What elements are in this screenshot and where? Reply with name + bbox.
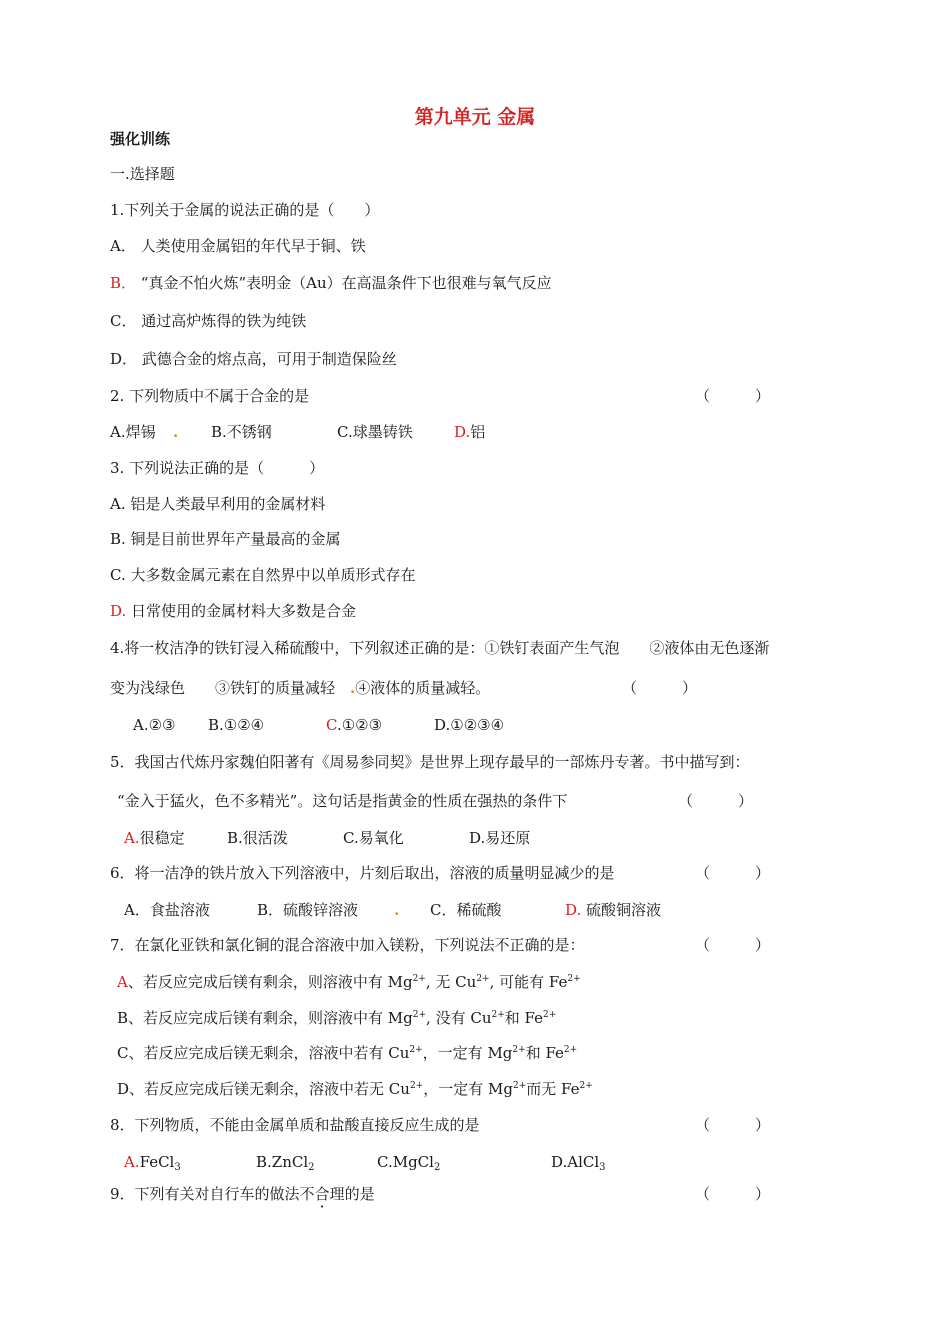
q7-answer-mark: A [117,973,128,991]
page-title: 第九单元 金属 [414,106,536,128]
q8-answer-mark: A. [124,1153,140,1171]
q3-option-c: C. 大多数金属元素在自然界中以单质形式存在 [110,566,416,584]
q9-emphasis: 不合理 [299,1185,345,1203]
q9-stem [110,1184,375,1204]
q6-option-d [565,900,661,920]
q6-stem: 6．将一洁净的铁片放入下列溶液中，片刻后取出，溶液的质量明显减少的是 [110,864,615,882]
q3-stem: 3. 下列说法正确的是（ ） [110,459,325,477]
q2-option-c: C.球墨铸铁 [337,423,413,441]
q7-option-a-text1: 、若反应完成后镁有剩余，则溶液中有 Mg [127,973,413,991]
q7-option-c-text1: C、若反应完成后镁无剩余，溶液中若有 Cu [117,1044,410,1062]
q1-option-a: A． 人类使用金属铝的年代早于铜、铁 [110,237,366,255]
q8-option-b-text: B.ZnCl [256,1153,309,1171]
q6-option-b: B．硫酸锌溶液 [257,901,359,919]
q5-stem-line1: 5．我国古代炼丹家魏伯阳著有《周易参同契》是世界上现存最早的一部炼丹专著。书中描写到： [110,753,750,771]
q2-option-d [454,422,485,442]
charge-superscript: 2+ [409,1081,424,1091]
q7-option-c [117,1043,577,1063]
q8-option-d [551,1152,606,1172]
q7-option-c-text3: 和 Fe [525,1044,564,1062]
q3-option-d-text: 日常使用的金属材料大多数是合金 [126,602,357,620]
q1-option-b-text: “真金不怕火炼”表明金（Au）在高温条件下也很难与氧气反应 [136,274,552,292]
q4-answer-blank: （ ） [622,679,698,697]
q7-answer-blank: （ ） [695,936,771,954]
section-heading: 强化训练 [110,130,171,148]
q7-stem: 7．在氯化亚铁和氯化铜的混合溶液中加入镁粉，下列说法不正确的是： [110,936,585,954]
q7-option-b [117,1008,556,1028]
charge-superscript: 2+ [476,974,490,984]
q8-option-a [124,1152,181,1172]
charge-superscript: 2+ [412,1010,427,1020]
q3-answer-mark: D. [110,602,127,620]
q6-dot-mark: . [394,901,400,919]
q8-answer-blank: （ ） [695,1116,771,1134]
q2-dot-mark: . [173,423,179,441]
q5-option-a-text: 很稳定 [139,829,185,847]
q2-option-a: A.焊锡 [110,423,156,441]
q1-stem: 1.下列关于金属的说法正确的是（ ） [110,201,380,219]
q7-option-a-text3: , 可能有 Fe [489,973,568,991]
q1-answer-mark: B． [110,274,137,292]
q4-option-b: B.①②④ [208,716,265,734]
q4-answer-mark: C [326,716,337,734]
q4-stem-line2-a: 变为浅绿色 ③铁钉的质量减轻 [110,679,351,697]
q2-stem: 2. 下列物质中不属于合金的是 [110,387,310,405]
charge-superscript: 2+ [567,974,581,984]
q5-option-b: B.很活泼 [227,829,288,847]
subscript: 3 [174,1162,181,1173]
q7-option-a [117,972,581,992]
q2-option-d-text: 铝 [470,423,486,441]
q9-stem-b: 的是 [344,1185,375,1203]
q4-dot-mark: . [350,679,356,697]
q8-option-c-text: C.MgCl [377,1153,434,1171]
q5-option-a [124,828,185,848]
q8-option-d-text: D.AlCl [551,1153,600,1171]
charge-superscript: 2+ [409,1045,423,1055]
q1-option-c: C． 通过高炉炼得的铁为纯铁 [110,312,307,330]
subscript: 2 [308,1162,315,1173]
charge-superscript: 2+ [579,1081,593,1091]
q3-option-d [110,601,356,621]
q5-answer-mark: A. [124,829,140,847]
q4-option-c-text: .①②③ [336,716,383,734]
charge-superscript: 2+ [512,1045,526,1055]
q4-stem-line2-b: ④液体的质量减轻。 [355,679,491,697]
q6-option-c: C．稀硫酸 [430,901,502,919]
charge-superscript: 2+ [543,1010,557,1020]
charge-superscript: 2+ [512,1081,527,1091]
q7-option-b-text2: , 没有 Cu [426,1009,492,1027]
charge-superscript: 2+ [412,974,426,984]
q7-option-c-text2: ，一定有 Mg [422,1044,513,1062]
q7-option-b-text3: 和 Fe [504,1009,544,1027]
q6-option-a: A．食盐溶液 [124,901,210,919]
q7-option-b-text1: B、若反应完成后镁有剩余，则溶液中有 Mg [117,1009,413,1027]
q1-option-b [110,273,552,293]
q4-option-c [326,715,382,735]
q6-answer-mark: D. [565,901,582,919]
q4-option-a: A.②③ [133,716,176,734]
q8-option-b [256,1152,315,1172]
charge-superscript: 2+ [563,1045,578,1055]
q5-stem-line2: “金入于猛火，色不多精光”。这句话是指黄金的性质在强热的条件下 [117,792,568,810]
q2-answer-mark: D. [454,423,471,441]
q4-stem-line1: 4.将一枚洁净的铁钉浸入稀硫酸中，下列叙述正确的是：①铁钉表面产生气泡 ②液体由无色逐渐 [110,639,770,657]
charge-superscript: 2+ [491,1010,505,1020]
q4-option-d: D.①②③④ [434,716,505,734]
q7-option-d-text3: 而无 Fe [526,1080,580,1098]
q1-option-d: D． 武德合金的熔点高，可用于制造保险丝 [110,350,397,368]
q2-answer-blank: （ ） [695,387,771,405]
q4-stem-line2 [110,678,490,698]
q5-option-d: D.易还原 [469,829,531,847]
q8-option-c [377,1152,440,1172]
q7-option-d-text1: D、若反应完成后镁无剩余，溶液中若无 Cu [117,1080,410,1098]
q9-stem-a: 9．下列有关对自行车的做法 [110,1185,300,1203]
q2-option-b: B.不锈钢 [211,423,272,441]
q6-option-d-text: 硫酸铜溶液 [586,901,662,919]
part-heading: 一.选择题 [110,165,175,183]
q3-option-a: A. 铝是人类最早利用的金属材料 [110,495,326,513]
q3-option-b: B. 铜是目前世界年产量最高的金属 [110,530,341,548]
q7-option-d-text2: ，一定有 Mg [423,1080,513,1098]
q7-option-a-text2: , 无 Cu [425,973,477,991]
q8-stem: 8．下列物质，不能由金属单质和盐酸直接反应生成的是 [110,1116,480,1134]
q7-option-d [117,1079,593,1099]
q5-option-c: C.易氧化 [343,829,404,847]
q8-option-a-text: FeCl [139,1153,175,1171]
subscript: 3 [599,1162,606,1173]
q5-answer-blank: （ ） [678,792,754,810]
q6-answer-blank: （ ） [695,864,771,882]
q9-answer-blank: （ ） [695,1185,771,1203]
subscript: 2 [433,1162,441,1173]
